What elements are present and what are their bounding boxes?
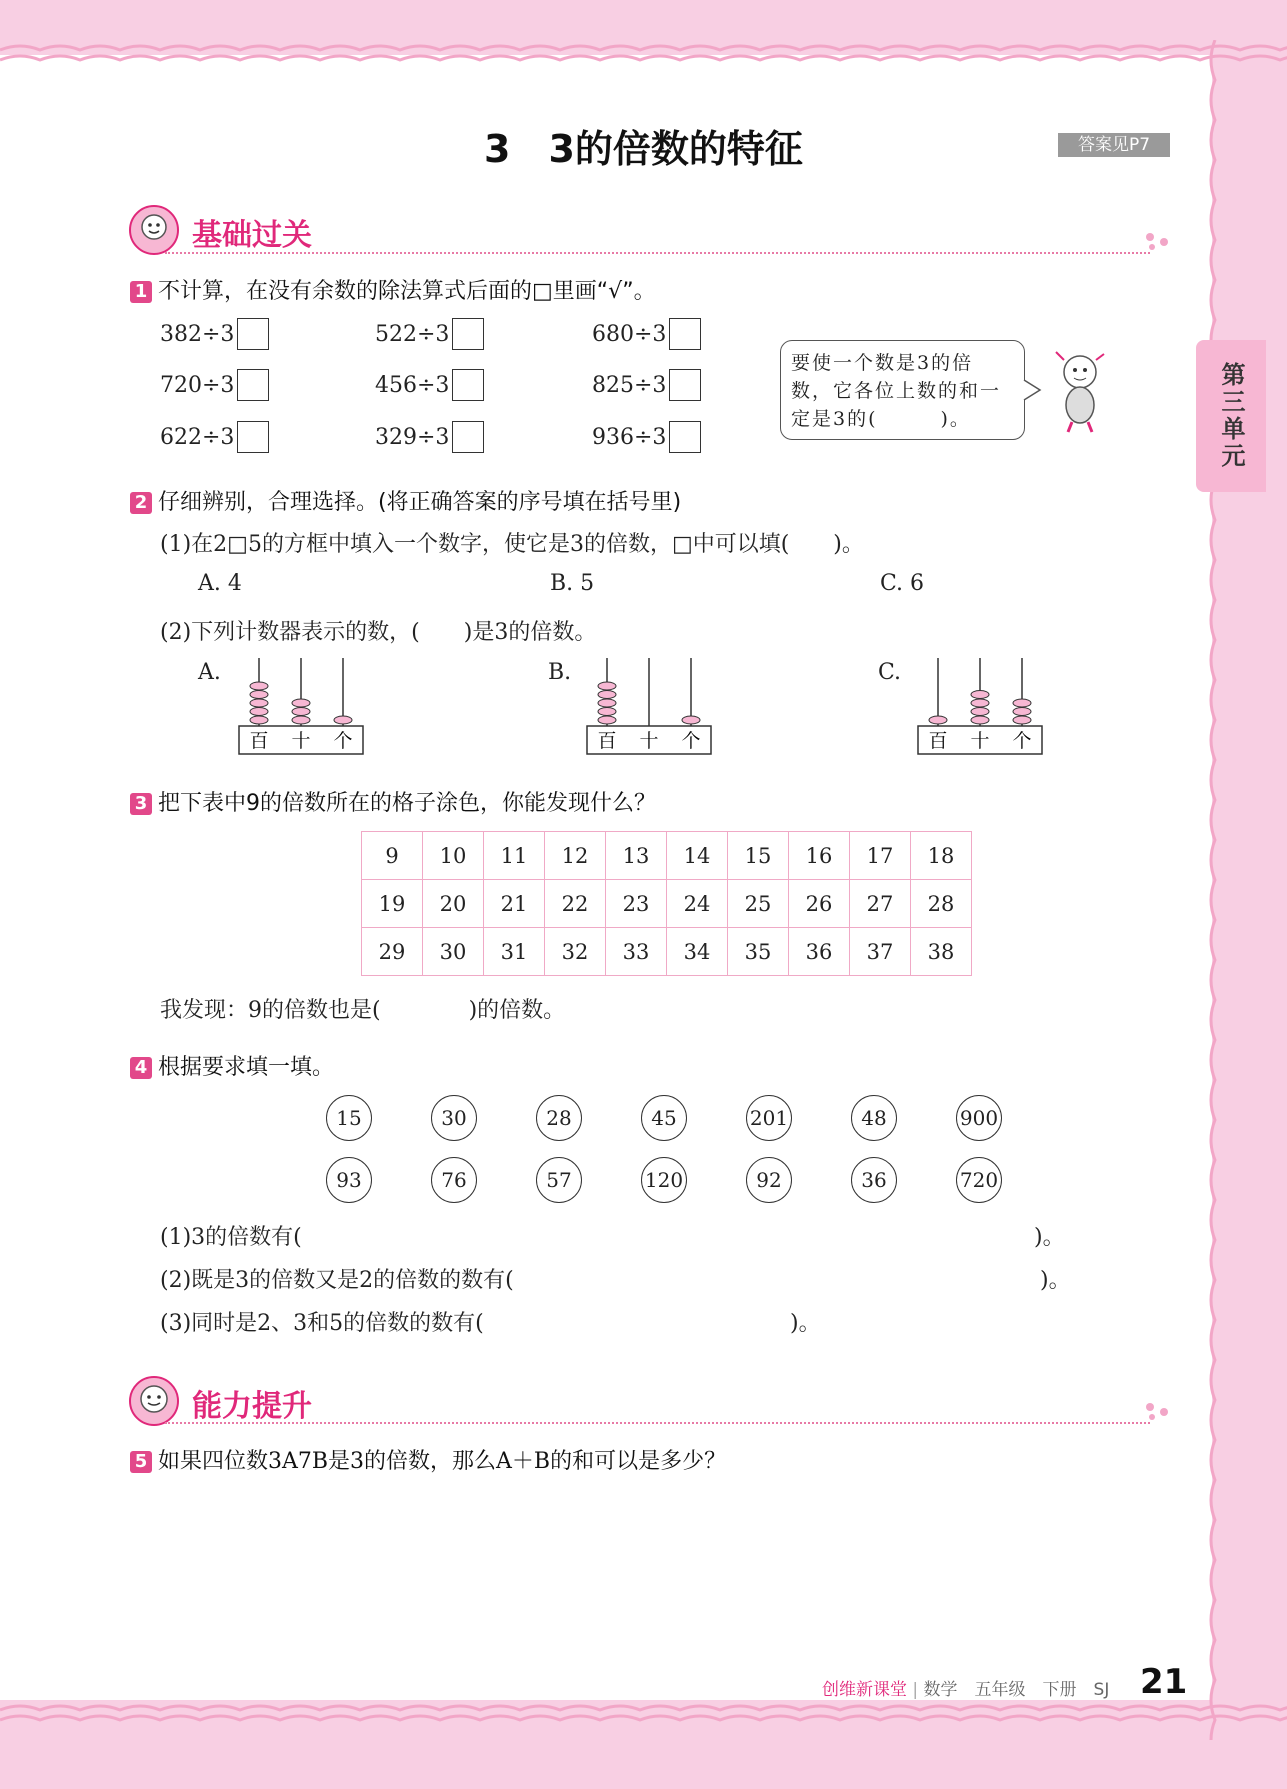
division-item: 522÷3 <box>375 318 484 350</box>
question-text: 不计算，在没有余数的除法算式后面的□里画“√”。 <box>158 279 656 304</box>
table-cell[interactable]: 26 <box>789 880 850 928</box>
footer-info: 创维新课堂 | 数学 五年级 下册 SJ <box>822 1680 1110 1700</box>
option-a[interactable]: A. 4 <box>198 571 242 596</box>
table-cell[interactable]: 21 <box>484 880 545 928</box>
table-row <box>362 928 972 976</box>
abacus-bead <box>292 716 310 724</box>
division-item: 936÷3 <box>592 421 701 453</box>
question-4 <box>130 1050 334 1081</box>
bubble-tail <box>1022 378 1044 402</box>
abacus-bead <box>250 708 268 716</box>
table-cell[interactable]: 19 <box>362 880 423 928</box>
table-cell[interactable]: 37 <box>850 928 911 976</box>
place-label: 个 <box>333 730 353 752</box>
section-divider <box>165 252 1150 254</box>
question-number-badge: 5 <box>130 1451 152 1473</box>
place-label: 十 <box>639 730 659 752</box>
table-cell[interactable]: 18 <box>911 832 972 880</box>
option-c[interactable]: C. 6 <box>880 571 925 596</box>
number-circle[interactable]: 92 <box>746 1157 792 1203</box>
q4-sub2-close: )。 <box>1040 1268 1071 1293</box>
table-cell[interactable]: 9 <box>362 832 423 880</box>
question-3 <box>130 786 656 817</box>
footer-book-info: 数学 五年级 下册 SJ <box>923 1680 1110 1700</box>
question-number-badge: 3 <box>130 793 152 815</box>
dots-icon <box>1144 1402 1174 1422</box>
table-cell[interactable]: 29 <box>362 928 423 976</box>
abacus-bead <box>1013 708 1031 716</box>
division-item: 456÷3 <box>375 369 484 401</box>
checkbox[interactable] <box>237 421 269 453</box>
table-cell[interactable]: 11 <box>484 832 545 880</box>
abacus-b-label[interactable]: B. <box>548 660 572 685</box>
question-text: 把下表中9的倍数所在的格子涂色，你能发现什么？ <box>158 791 656 816</box>
abacus-bead <box>250 716 268 724</box>
cartoon-character-icon <box>1050 350 1110 435</box>
dots-icon <box>1144 232 1174 252</box>
table-cell[interactable]: 28 <box>911 880 972 928</box>
q4-sub-question-3: (3)同时是2、3和5的倍数的数有( <box>160 1311 484 1336</box>
abacus-bead <box>1013 716 1031 724</box>
answer-reference-badge: 答案见P7 <box>1058 133 1170 157</box>
q2-sub-question-2: (2)下列计数器表示的数，( )是3的倍数。 <box>160 620 597 645</box>
right-wave-border <box>1205 40 1235 1740</box>
section-basic-heading: 基础过关 <box>192 218 312 253</box>
place-label: 十 <box>970 730 990 752</box>
table-cell[interactable]: 32 <box>545 928 606 976</box>
table-cell[interactable]: 34 <box>667 928 728 976</box>
division-item: 382÷3 <box>160 318 269 350</box>
table-cell[interactable]: 15 <box>728 832 789 880</box>
division-item: 825÷3 <box>592 369 701 401</box>
footer-brand: 创维新课堂 <box>822 1680 907 1700</box>
table-cell[interactable]: 35 <box>728 928 789 976</box>
question-5 <box>130 1444 726 1475</box>
abacus-bead <box>598 699 616 707</box>
place-label: 百 <box>249 730 269 752</box>
abacus-a-label[interactable]: A. <box>198 660 221 685</box>
place-label: 个 <box>1012 730 1032 752</box>
page-number: 21 <box>1140 1662 1188 1702</box>
number-circle[interactable]: 201 <box>746 1095 792 1141</box>
checkbox[interactable] <box>669 318 701 350</box>
table-cell[interactable]: 10 <box>423 832 484 880</box>
abacus-bead <box>598 708 616 716</box>
page-title: 3 3的倍数的特征 <box>484 127 803 171</box>
number-circle[interactable]: 48 <box>851 1095 897 1141</box>
number-circle[interactable]: 76 <box>431 1157 477 1203</box>
number-circle[interactable]: 30 <box>431 1095 477 1141</box>
q3-finding: 我发现：9的倍数也是( )的倍数。 <box>160 998 566 1023</box>
checkbox[interactable] <box>669 421 701 453</box>
abacus-b <box>586 656 712 756</box>
abacus-bead <box>598 691 616 699</box>
abacus-bead <box>1013 699 1031 707</box>
place-label: 个 <box>681 730 701 752</box>
number-circle[interactable]: 720 <box>956 1157 1002 1203</box>
abacus-bead <box>250 691 268 699</box>
question-1 <box>130 274 656 305</box>
checkbox[interactable] <box>452 369 484 401</box>
table-cell[interactable]: 24 <box>667 880 728 928</box>
section-advanced-heading: 能力提升 <box>192 1389 312 1424</box>
division-item: 720÷3 <box>160 369 269 401</box>
division-item: 680÷3 <box>592 318 701 350</box>
division-item: 622÷3 <box>160 421 269 453</box>
place-label: 十 <box>291 730 311 752</box>
q4-sub1-close: )。 <box>1034 1225 1065 1250</box>
abacus-bead <box>334 716 352 724</box>
number-circle[interactable]: 36 <box>851 1157 897 1203</box>
table-cell[interactable]: 13 <box>606 832 667 880</box>
table-cell[interactable]: 16 <box>789 832 850 880</box>
q4-sub3-close: )。 <box>790 1311 821 1336</box>
number-table <box>361 831 972 976</box>
mascot-icon <box>128 1374 184 1428</box>
checkbox[interactable] <box>452 318 484 350</box>
abacus-c-label[interactable]: C. <box>878 660 902 685</box>
abacus-bead <box>971 708 989 716</box>
checkbox[interactable] <box>237 318 269 350</box>
table-cell[interactable]: 20 <box>423 880 484 928</box>
abacus-bead <box>250 682 268 690</box>
abacus-bead <box>971 699 989 707</box>
hint-speech-bubble: 要使一个数是3的倍 数，它各位上数的和一 定是3的( )。 <box>780 340 1025 440</box>
table-cell[interactable]: 22 <box>545 880 606 928</box>
table-row <box>362 880 972 928</box>
checkbox[interactable] <box>669 369 701 401</box>
table-cell[interactable]: 23 <box>606 880 667 928</box>
number-circle[interactable]: 900 <box>956 1095 1002 1141</box>
place-label: 百 <box>597 730 617 752</box>
question-text: 仔细辨别，合理选择。(将正确答案的序号填在括号里) <box>158 490 682 515</box>
table-cell[interactable]: 38 <box>911 928 972 976</box>
table-cell[interactable]: 31 <box>484 928 545 976</box>
place-label: 百 <box>928 730 948 752</box>
number-circle[interactable]: 120 <box>641 1157 687 1203</box>
abacus-bead <box>598 716 616 724</box>
question-number-badge: 4 <box>130 1057 152 1079</box>
q2-sub-question-1: (1)在2□5的方框中填入一个数字，使它是3的倍数，□中可以填( )。 <box>160 532 864 557</box>
table-cell[interactable]: 30 <box>423 928 484 976</box>
question-text: 根据要求填一填。 <box>158 1055 335 1080</box>
table-cell[interactable]: 25 <box>728 880 789 928</box>
q4-sub-question-2: (2)既是3的倍数又是2的倍数的数有( <box>160 1268 514 1293</box>
abacus-a <box>238 656 364 756</box>
question-number-badge: 1 <box>130 281 152 303</box>
q4-sub-question-1: (1)3的倍数有( <box>160 1225 302 1250</box>
question-text: 如果四位数3A7B是3的倍数，那么A＋B的和可以是多少？ <box>158 1449 727 1474</box>
table-cell[interactable]: 33 <box>606 928 667 976</box>
table-cell[interactable]: 27 <box>850 880 911 928</box>
checkbox[interactable] <box>237 369 269 401</box>
abacus-bead <box>682 716 700 724</box>
abacus-bead <box>598 682 616 690</box>
checkbox[interactable] <box>452 421 484 453</box>
number-circle[interactable]: 28 <box>536 1095 582 1141</box>
bottom-wave-border <box>0 1700 1287 1730</box>
abacus-bead <box>971 691 989 699</box>
top-wave-border <box>0 40 1287 70</box>
table-cell[interactable]: 36 <box>789 928 850 976</box>
table-row <box>362 832 972 880</box>
number-circle[interactable]: 45 <box>641 1095 687 1141</box>
abacus-bead <box>929 716 947 724</box>
mascot-icon <box>128 203 184 257</box>
question-2 <box>130 485 681 516</box>
unit-side-tab: 第三单元 <box>1196 340 1266 492</box>
number-circle[interactable]: 15 <box>326 1095 372 1141</box>
abacus-bead <box>250 699 268 707</box>
abacus-bead <box>292 708 310 716</box>
number-circle[interactable]: 93 <box>326 1157 372 1203</box>
division-item: 329÷3 <box>375 421 484 453</box>
abacus-bead <box>292 699 310 707</box>
question-number-badge: 2 <box>130 492 152 514</box>
table-cell[interactable]: 14 <box>667 832 728 880</box>
abacus-bead <box>971 716 989 724</box>
table-cell[interactable]: 12 <box>545 832 606 880</box>
section-divider <box>165 1422 1150 1424</box>
option-b[interactable]: B. 5 <box>550 571 595 596</box>
abacus-c <box>917 656 1043 756</box>
table-cell[interactable]: 17 <box>850 832 911 880</box>
number-circle[interactable]: 57 <box>536 1157 582 1203</box>
